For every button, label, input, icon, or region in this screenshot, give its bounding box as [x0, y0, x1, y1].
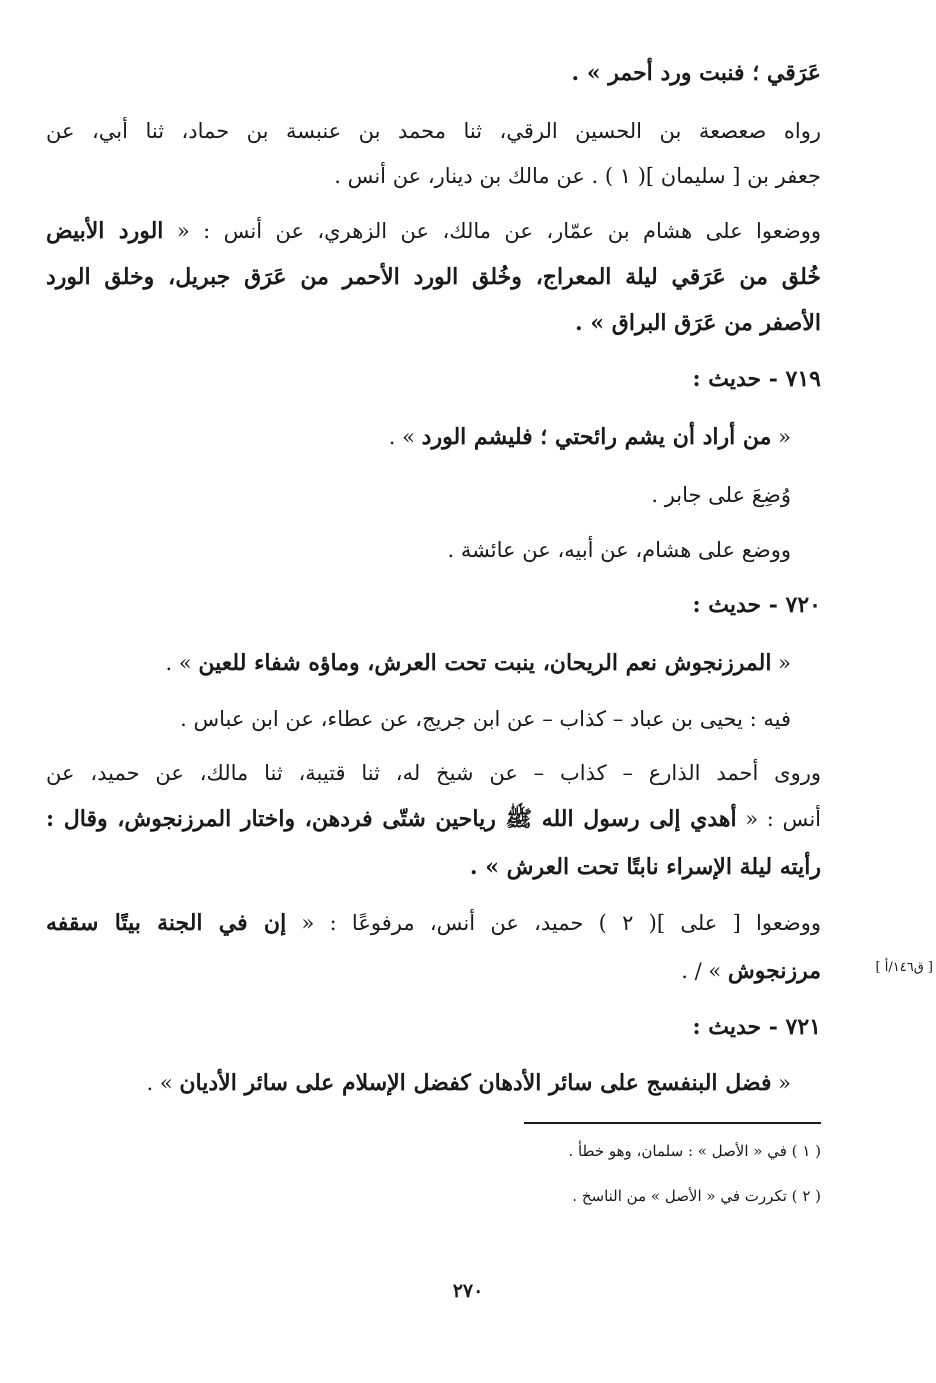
narration-text: رواه صعصعة بن الحسين الرقي، ثنا محمد بن عنبسة بن حماد، ثنا أبي، عن — [46, 119, 821, 143]
hadith-number: ٧٢٠ - حديث : — [692, 592, 821, 618]
hadith-text: من أراد أن يشم رائحتي ؛ فليشم الورد — [421, 424, 772, 450]
body-line-15 — [46, 908, 821, 938]
body-line-9 — [46, 535, 791, 565]
quote-open: « — [771, 1071, 791, 1095]
body-line-16 — [46, 956, 821, 986]
quote-open: « — [771, 425, 791, 449]
body-line-3 — [46, 161, 821, 191]
body-line-2 — [46, 116, 821, 146]
narration-text: أنس : « — [736, 807, 822, 831]
body-line-8 — [46, 480, 791, 510]
hadith-number: ٧١٩ - حديث : — [692, 366, 821, 392]
quote-close: » . — [165, 651, 199, 675]
body-line-13 — [46, 804, 821, 834]
narration-text: ووضعوا [ على ]( ٢ ) حميد، عن أنس، مرفوعًا : « — [286, 911, 821, 935]
manuscript-folio-note: [ ق١٤٦/أ ] — [875, 960, 933, 975]
hadith-number: ٧٢١ - حديث : — [692, 1014, 821, 1040]
hadith-heading-721 — [46, 1012, 821, 1042]
narration-text: ووضعوا على هشام بن عمّار، عن مالك، عن الزهري، عن أنس : « — [163, 219, 821, 243]
hadith-heading-719 — [46, 364, 821, 394]
body-line-11 — [46, 704, 791, 734]
hadith-text: المرزنجوش نعم الريحان، ينبت تحت العرش، وماؤه شفاء للعين — [198, 650, 772, 676]
body-line-10 — [46, 648, 791, 678]
narration-text: جعفر بن [ سليمان ]( ١ ) . عن مالك بن دينار، عن أنس . — [334, 164, 821, 188]
hadith-text: عَرَقي ؛ فنبت ورد أحمر » . — [571, 60, 821, 86]
hadith-text: رأيته ليلة الإسراء نابتًا تحت العرش » . — [469, 854, 821, 880]
hadith-text: الورد الأبيض — [46, 218, 164, 244]
body-line-17 — [46, 1068, 791, 1098]
body-line-6 — [46, 308, 821, 338]
body-line-7 — [46, 422, 791, 452]
hadith-text: أهدي إلى رسول الله ﷺ رياحين شتّى فردهن، واختار المرزنجوش، وقال : — [46, 806, 737, 832]
footnote-2: ( ٢ ) تكررت في « الأصل » من الناسخ . — [572, 1187, 821, 1205]
quote-close: » . — [388, 425, 422, 449]
page-number: ٢٧٠ — [452, 1280, 484, 1302]
quote-open: « — [771, 651, 791, 675]
quote-close: » / . — [681, 959, 728, 983]
body-line-1 — [46, 58, 821, 88]
hadith-heading-720 — [46, 590, 821, 620]
footnote-1: ( ١ ) في « الأصل » : سلمان، وهو خطأ . — [568, 1142, 821, 1160]
narration-text: فيه : يحيى بن عباد – كذاب – عن ابن جريج، عن عطاء، عن ابن عباس . — [180, 707, 791, 731]
hadith-text: خُلق من عَرَقي ليلة المعراج، وخُلق الورد الأحمر من عَرَق جبريل، وخلق الورد — [46, 264, 821, 290]
body-line-5 — [46, 262, 821, 292]
body-line-4 — [46, 216, 821, 246]
body-line-14 — [46, 852, 821, 882]
hadith-text: الأصفر من عَرَق البراق » . — [575, 310, 821, 336]
footnote-divider — [524, 1122, 821, 1124]
hadith-text: فضل البنفسج على سائر الأدهان كفضل الإسلام على سائر الأديان — [179, 1070, 772, 1096]
quote-close: » . — [146, 1071, 180, 1095]
body-line-12 — [46, 758, 821, 788]
narration-text: وُضِعَ على جابر . — [651, 483, 791, 507]
narration-text: وروى أحمد الذارع – كذاب – عن شيخ له، ثنا قتيبة، ثنا مالك، عن حميد، عن — [46, 761, 821, 785]
hadith-text: مرزنجوش — [727, 958, 821, 984]
hadith-text: إن في الجنة بيتًا سقفه — [46, 910, 287, 936]
narration-text: ووضع على هشام، عن أبيه، عن عائشة . — [447, 538, 791, 562]
